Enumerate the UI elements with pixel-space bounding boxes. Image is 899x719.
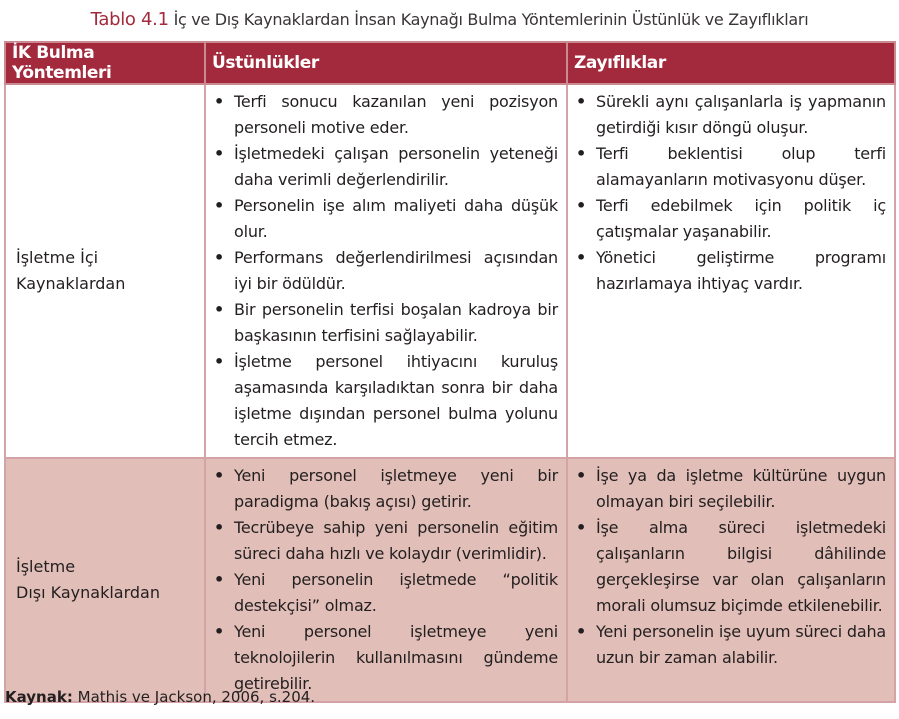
source-note — [5, 688, 315, 706]
list-item-text: Personelin işe alım maliyeti daha düşük olur. — [234, 196, 558, 241]
table-header-row — [5, 42, 895, 84]
list-item-text: Yeni personelin işe uyum süreci daha uzun bir zaman alabilir. — [596, 622, 886, 667]
bullet-icon: • — [214, 352, 225, 371]
method-cell — [5, 84, 205, 458]
bullet-icon: • — [576, 196, 587, 215]
list-item — [214, 349, 558, 453]
list-item — [576, 193, 886, 245]
list-item — [214, 619, 558, 697]
list-item-text: Yeni personelin işletmede “politik destekçisi” olmaz. — [234, 570, 558, 615]
bullet-icon: • — [214, 196, 225, 215]
bullet-icon: • — [214, 248, 225, 267]
list-item — [214, 515, 558, 567]
list-item — [214, 141, 558, 193]
method-label-line: İşletme İçi — [16, 248, 99, 267]
list-item-text: Terfi sonucu kazanılan yeni pozisyon personeli motive eder. — [234, 92, 558, 137]
bullet-icon: • — [576, 92, 587, 111]
list-item-text: İşe ya da işletme kültürüne uygun olmayan biri seçilebilir. — [596, 466, 886, 511]
list-item — [576, 89, 886, 141]
strengths-cell — [205, 458, 567, 702]
weaknesses-list — [576, 463, 886, 671]
list-item-text: İşletmedeki çalışan personelin yeteneği daha verimli değerlendirilir. — [234, 144, 558, 189]
list-item — [214, 463, 558, 515]
bullet-icon: • — [214, 300, 225, 319]
weaknesses-list — [576, 89, 886, 297]
list-item — [214, 193, 558, 245]
bullet-icon: • — [576, 144, 587, 163]
list-item-text: Yönetici geliştirme programı hazırlamaya ihtiyaç vardır. — [596, 248, 886, 293]
list-item-text: İşletme personel ihtiyacını kuruluş aşamasında karşıladıktan sonra bir daha işletme dışından personel bulma yolunu tercih etmez. — [234, 352, 558, 449]
method-label-line: İşletme — [16, 557, 76, 576]
table-number: Tablo 4.1 — [90, 9, 169, 30]
list-item-text: Terfi edebilmek için politik iç çatışmalar yaşanabilir. — [596, 196, 886, 241]
strengths-list — [214, 463, 558, 697]
list-item-text: Yeni personel işletmeye yeni bir paradigma (bakış açısı) getirir. — [234, 466, 558, 511]
strengths-cell — [205, 84, 567, 458]
list-item — [576, 245, 886, 297]
method-cell — [5, 458, 205, 702]
list-item-text: Tecrübeye sahip yeni personelin eğitim süreci daha hızlı ve kolaydır (verimlidir). — [234, 518, 558, 563]
list-item-text: Bir personelin terfisi boşalan kadroya bir başkasının terfisini sağlayabilir. — [234, 300, 558, 345]
header-weaknesses: Zayıflıklar — [567, 42, 895, 84]
comparison-table — [4, 41, 896, 703]
weaknesses-cell — [567, 84, 895, 458]
weaknesses-cell — [567, 458, 895, 702]
bullet-icon: • — [576, 622, 587, 641]
bullet-icon: • — [214, 570, 225, 589]
list-item — [214, 567, 558, 619]
bullet-icon: • — [214, 518, 225, 537]
bullet-icon: • — [576, 248, 587, 267]
list-item — [576, 141, 886, 193]
list-item-text: Terfi beklentisi olup terfi alamayanların motivasyonu düşer. — [596, 144, 886, 189]
row-internal-sources — [5, 84, 895, 458]
list-item-text: Sürekli aynı çalışanlarla iş yapmanın getirdiği kısır döngü oluşur. — [596, 92, 886, 137]
source-label: Kaynak: — [5, 688, 73, 706]
list-item-text: İşe alma süreci işletmedeki çalışanların bilgisi dâhilinde gerçekleşirse var olan çalışanların morali olumsuz biçimde etkilenebilir. — [596, 518, 886, 615]
bullet-icon: • — [214, 92, 225, 111]
list-item — [576, 463, 886, 515]
method-label-line: Kaynaklardan — [16, 274, 126, 293]
list-item — [576, 515, 886, 619]
method-label-line: Dışı Kaynaklardan — [16, 583, 160, 602]
list-item — [214, 245, 558, 297]
list-item — [576, 619, 886, 671]
bullet-icon: • — [214, 622, 225, 641]
bullet-icon: • — [214, 466, 225, 485]
strengths-list — [214, 89, 558, 453]
bullet-icon: • — [576, 518, 587, 537]
header-methods: İK Bulma Yöntemleri — [5, 42, 205, 84]
source-text: Mathis ve Jackson, 2006, s.204. — [77, 688, 316, 706]
list-item — [214, 89, 558, 141]
row-external-sources — [5, 458, 895, 702]
bullet-icon: • — [576, 466, 587, 485]
header-strengths: Üstünlükler — [205, 42, 567, 84]
list-item-text: Performans değerlendirilmesi açısından iyi bir ödüldür. — [234, 248, 558, 293]
bullet-icon: • — [214, 144, 225, 163]
table-title: İç ve Dış Kaynaklardan İnsan Kaynağı Bulma Yöntemlerinin Üstünlük ve Zayıflıkları — [173, 10, 809, 29]
table-caption — [0, 9, 899, 30]
list-item-text: Yeni personel işletmeye yeni teknolojilerin kullanılmasını gündeme getirebilir. — [234, 622, 558, 693]
list-item — [214, 297, 558, 349]
